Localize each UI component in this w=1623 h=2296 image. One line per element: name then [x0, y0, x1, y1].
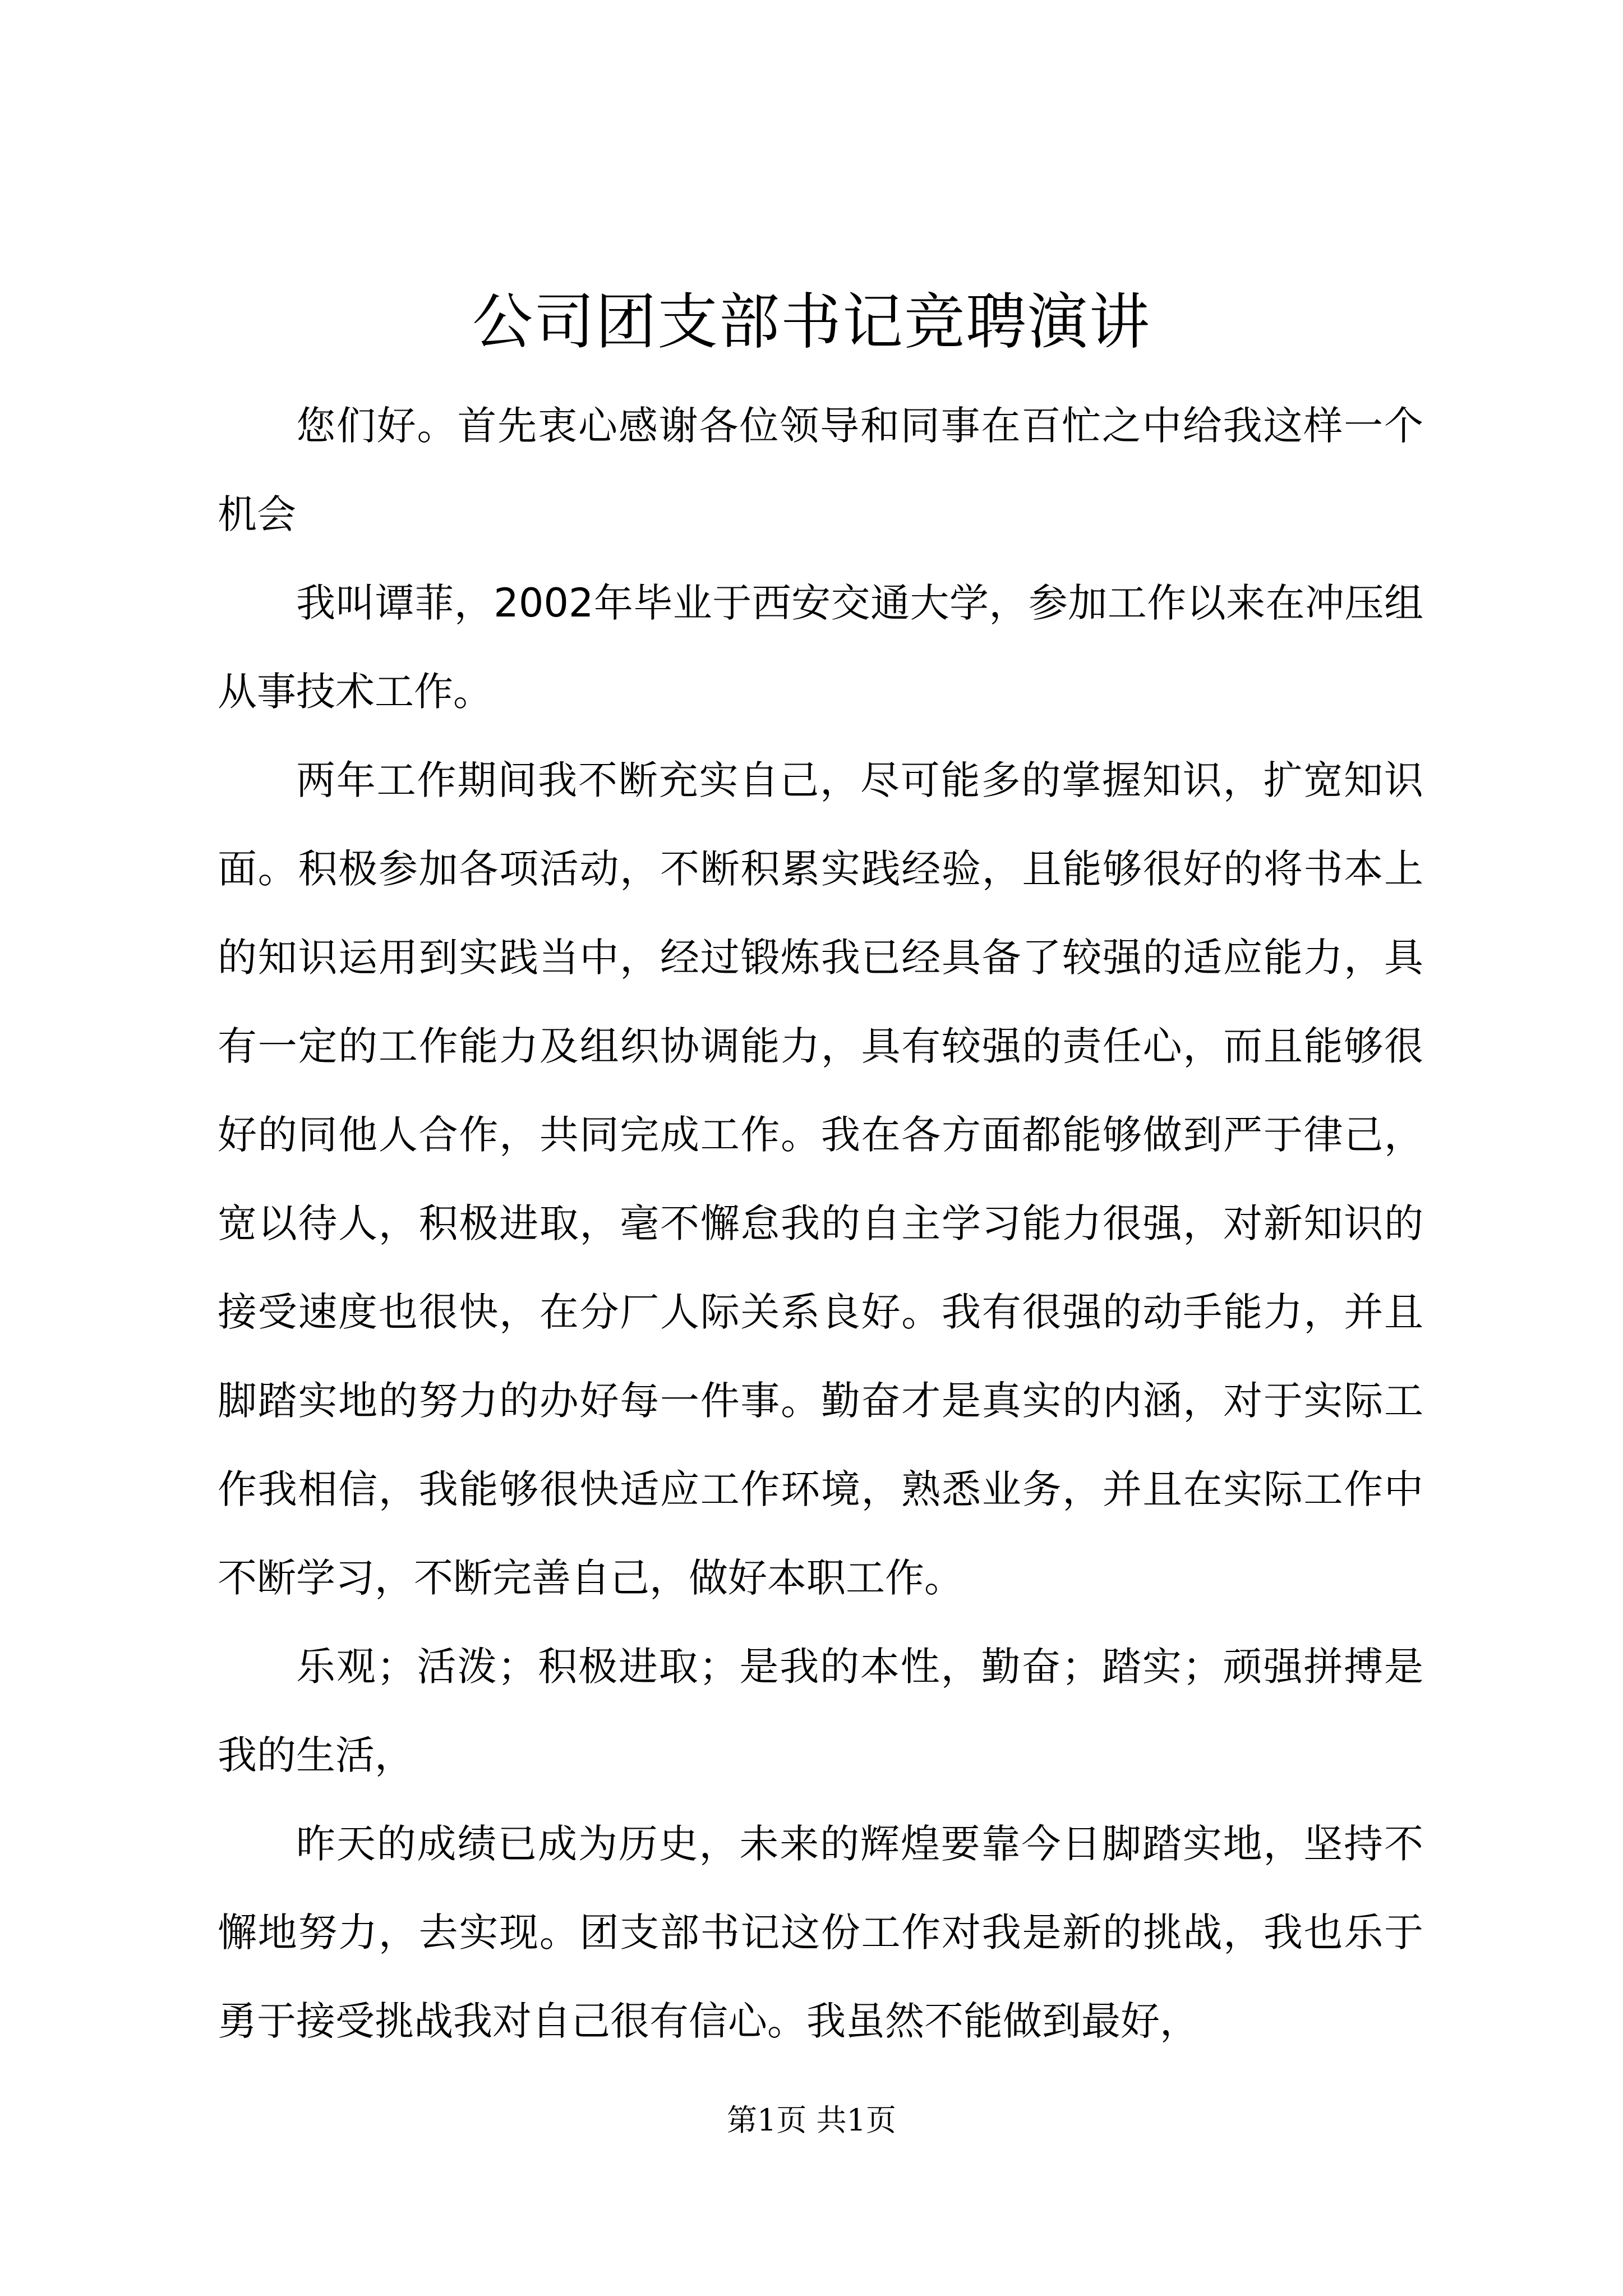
page-footer: 第1页 共1页: [727, 2102, 896, 2138]
document-title: 公司团支部书记竞聘演讲: [472, 287, 1151, 357]
paragraph-introduction: 我叫谭菲，2002年毕业于西安交通大学，参加工作以来在冲压组从事技术工作。: [218, 580, 1423, 715]
paragraph-experience: 两年工作期间我不断充实自己，尽可能多的掌握知识，扩宽知识面。积极参加各项活动，不断积累实践经验，且能够很好的将书本上的知识运用到实践当中，经过锻炼我已经具备了较强的适应能力，具有一定的工作能力及组织协调能力，具有较强的责任心，而且能够很好的同他人合作，共同完成工作。我在各方面都能够做到严于律己，宽以待人，积极进取，毫不懈怠我的自主学习能力很强，对新知识的接受速度也很快，在分厂人际关系良好。我有很强的动手能力，并且脚踏实地的努力的办好每一件事。勤奋才是真实的内涵，对于实际工作我相信，我能够很快适应工作环境，熟悉业务，并且在实际工作中不断学习，不断完善自己，做好本职工作。: [218, 757, 1423, 1601]
document-body: [218, 381, 1423, 2065]
paragraph-personality: 乐观；活泼；积极进取；是我的本性，勤奋；踏实；顽强拼搏是我的生活，: [218, 1644, 1423, 1778]
paragraph-greeting: 您们好。首先衷心感谢各位领导和同事在百忙之中给我这样一个机会: [218, 403, 1423, 537]
paragraph-commitment: 昨天的成绩已成为历史，未来的辉煌要靠今日脚踏实地，坚持不懈地努力，去实现。团支部书记这份工作对我是新的挑战，我也乐于勇于接受挑战我对自己很有信心。我虽然不能做到最好，: [218, 1821, 1423, 2044]
